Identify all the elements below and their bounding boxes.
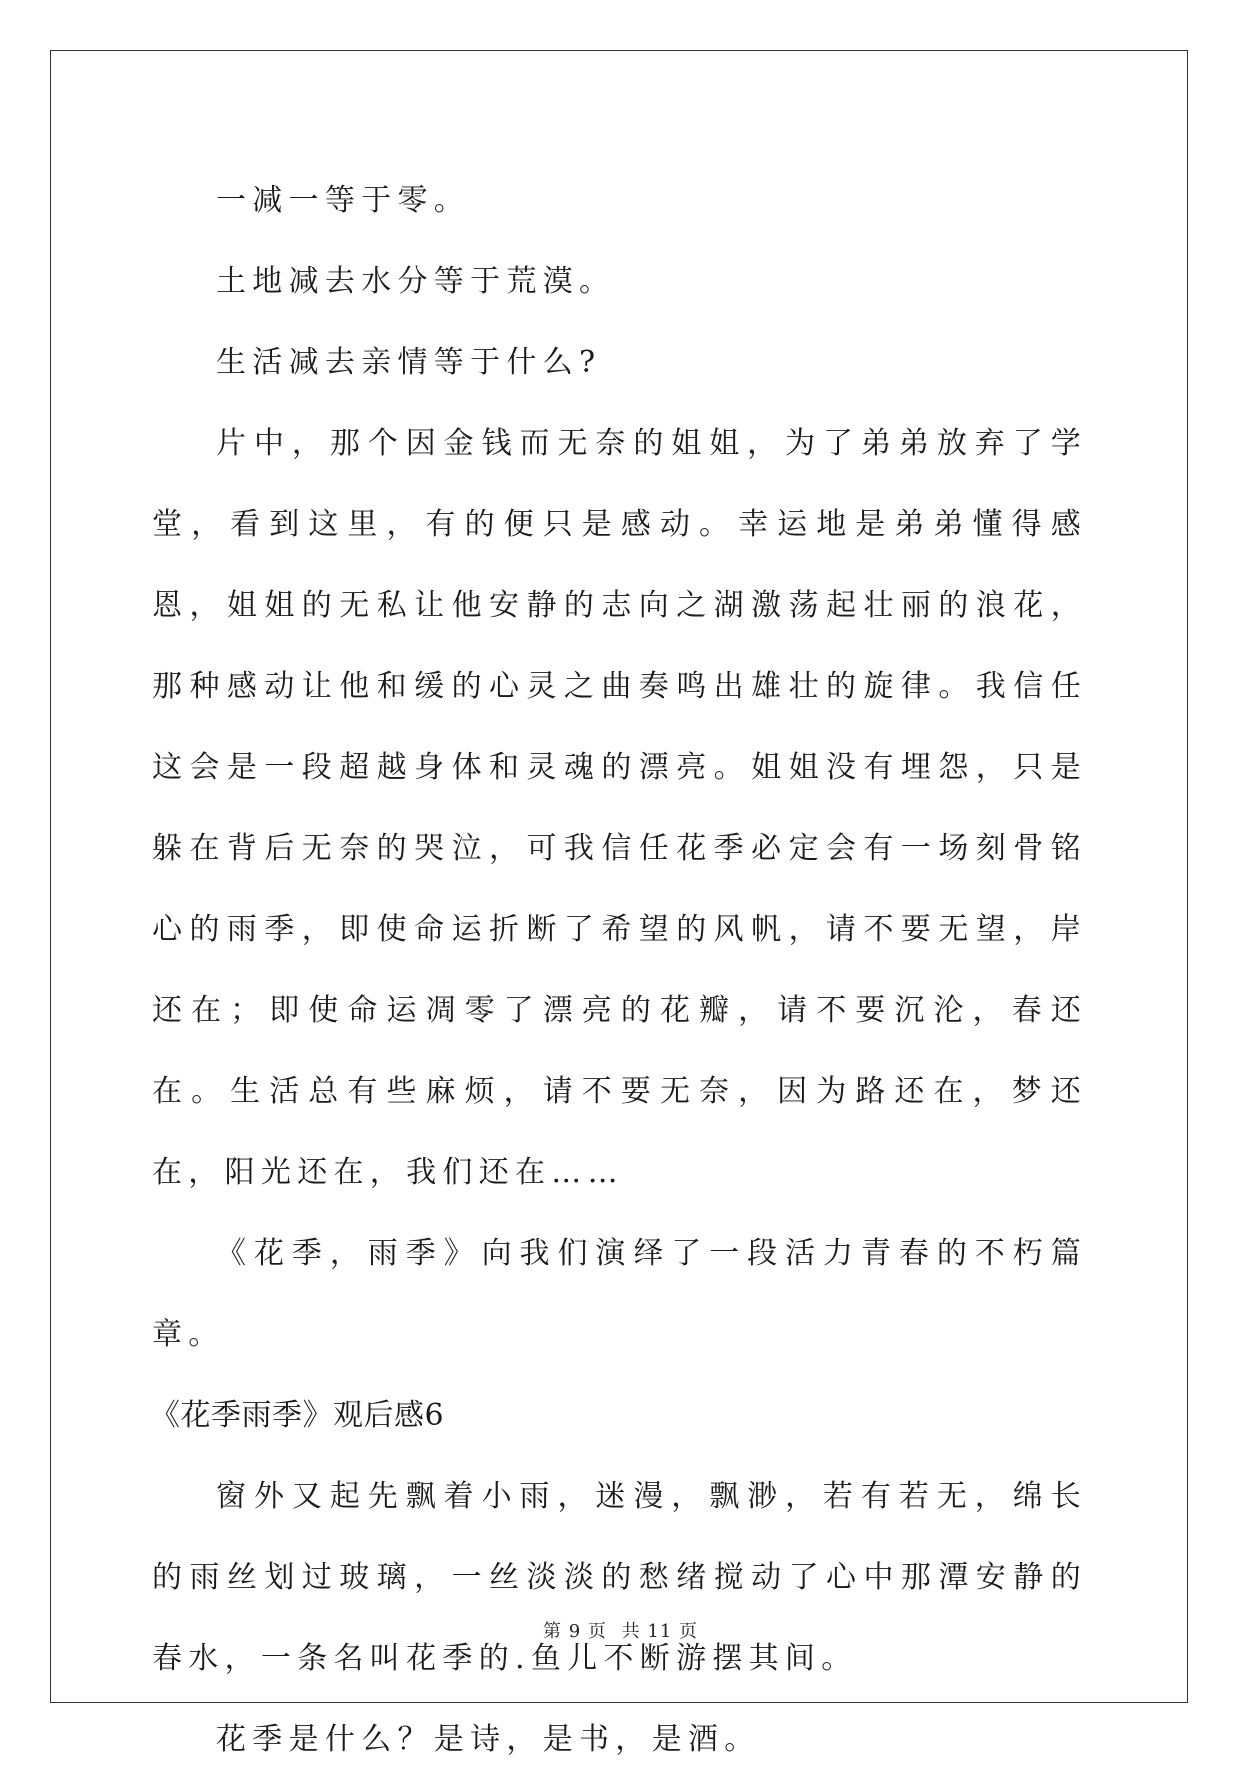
document-body: [152, 160, 1087, 1780]
paragraph: 土地减去水分等于荒漠。: [216, 264, 616, 299]
paragraph: 《花季，雨季》向我们演绎了一段活力青春的不朽篇章。: [152, 1236, 1087, 1352]
paragraph: 窗外又起先飘着小雨，迷漫，飘渺，若有若无，绵长的雨丝划过玻璃，一丝淡淡的愁绪搅动了心中那潭安静的春水，一条名叫花季的.鱼儿不断游摆其间。: [152, 1479, 1087, 1676]
paragraph: 片中，那个因金钱而无奈的姐姐，为了弟弟放弃了学堂，看到这里，有的便只是感动。幸运地是弟弟懂得感恩，姐姐的无私让他安静的志向之湖激荡起壮丽的浪花，那种感动让他和缓的心灵之曲奏鸣出雄壮的旋律。我信任这会是一段超越身体和灵魂的漂亮。姐姐没有埋怨，只是躲在背后无奈的哭泣，可我信任花季必定会有一场刻骨铭心的雨季，即使命运折断了希望的风帆，请不要无望，岸还在；即使命运凋零了漂亮的花瓣，请不要沉沦，春还在。生活总有些麻烦，请不要无奈，因为路还在，梦还在，阳光还在，我们还在……: [152, 426, 1087, 1190]
paragraph: 一减一等于零。: [216, 183, 471, 218]
paragraph: 生活减去亲情等于什么?: [216, 345, 602, 380]
paragraph: 花季是什么？是诗，是书，是酒。: [216, 1722, 761, 1757]
current-page-label: 第 9 页: [543, 1621, 607, 1642]
section-heading: 《花季雨季》观后感6: [150, 1398, 445, 1433]
total-pages-label: 共 11 页: [621, 1621, 698, 1642]
page-footer: [0, 1617, 1241, 1643]
